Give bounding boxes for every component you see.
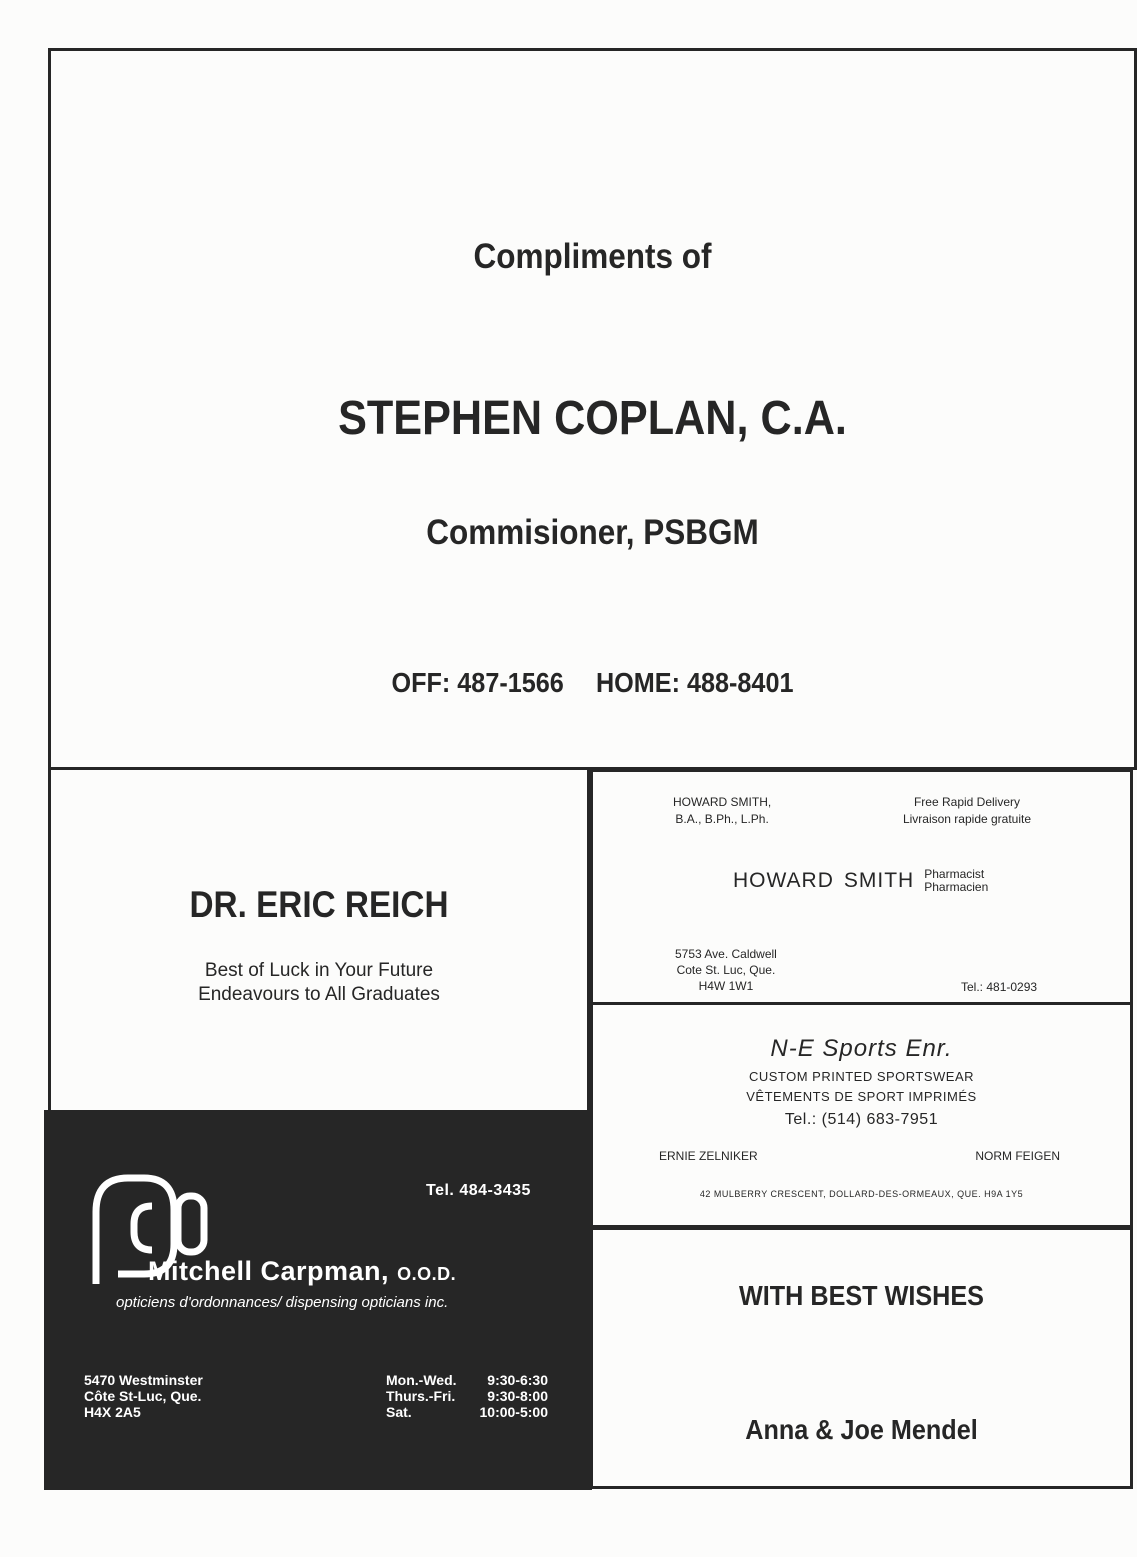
ad-mitchell-carpman	[44, 1110, 592, 1490]
address-block	[675, 946, 777, 994]
advertiser-name: STEPHEN COPLAN, C.A.	[338, 392, 847, 445]
business-name: N-E Sports Enr.	[770, 1035, 953, 1062]
header-right	[879, 794, 1055, 828]
header-left	[673, 794, 771, 828]
hours-time: 9:30-6:30	[487, 1372, 548, 1388]
delivery-fr: Livraison rapide gratuite	[902, 812, 1032, 826]
pharmacist-name	[733, 869, 914, 893]
address-block	[84, 1372, 203, 1420]
ad-ne-sports	[590, 1002, 1133, 1228]
message-line-1: Best of Luck in Your Future	[204, 960, 434, 981]
message-line-2: Endeavours to All Graduates	[198, 984, 440, 1005]
tagline: opticiens d'ordonnances/ dispensing opticians inc.	[116, 1294, 449, 1311]
phone: Tel.: (514) 683-7951	[784, 1111, 939, 1128]
hours-row	[386, 1404, 548, 1420]
compliments-heading: Compliments of	[473, 237, 712, 276]
address-line: H4X 2A5	[84, 1404, 141, 1420]
partner-1: ERNIE ZELNIKER	[659, 1149, 758, 1163]
hours-row	[386, 1372, 548, 1388]
phone: Tel.: 481-0293	[961, 980, 1038, 994]
name-text: Mitchell Carpman,	[148, 1256, 390, 1286]
address: 42 MULBERRY CRESCENT, DOLLARD-DES-ORMEAUX, QUE. H9A 1Y5	[699, 1189, 1024, 1199]
tagline-en: CUSTOM PRINTED SPORTSWEAR	[748, 1069, 975, 1084]
credential: O.O.D.	[397, 1264, 457, 1284]
last-name: SMITH	[843, 869, 915, 892]
role-en: Pharmacist	[924, 867, 985, 881]
donor-names: Anna & Joe Mendel	[745, 1414, 978, 1445]
home-phone: HOME: 488-8401	[595, 667, 794, 698]
office-phone: OFF: 487-1566	[391, 667, 564, 698]
advertiser-title: Commisioner, PSBGM	[426, 513, 759, 552]
advertiser-name: DR. ERIC REICH	[189, 884, 449, 925]
phone-numbers	[105, 667, 1080, 699]
tagline-fr: VÊTEMENTS DE SPORT IMPRIMÉS	[746, 1089, 977, 1104]
first-name: HOWARD	[733, 869, 834, 892]
hours-time: 9:30-8:00	[487, 1388, 548, 1404]
address-line: H4W 1W1	[698, 979, 754, 993]
header-name: HOWARD SMITH,	[673, 795, 772, 809]
advertiser-name	[148, 1256, 456, 1287]
wishes-heading: WITH BEST WISHES	[738, 1280, 984, 1311]
hours-block	[386, 1372, 548, 1420]
address-line: Cote St. Luc, Que.	[676, 963, 776, 977]
address-line: Côte St-Luc, Que.	[84, 1388, 202, 1404]
role-fr: Pharmacien	[924, 880, 989, 894]
hours-days: Mon.-Wed.	[386, 1372, 457, 1388]
credentials: B.A., B.Ph., L.Ph.	[675, 812, 769, 826]
phone: Tel. 484-3435	[426, 1182, 531, 1199]
hours-days: Thurs.-Fri.	[386, 1388, 456, 1404]
role	[924, 868, 988, 894]
ad-eric-reich	[48, 767, 590, 1113]
ad-stephen-coplan	[48, 48, 1137, 770]
address-line: 5470 Westminster	[84, 1372, 203, 1388]
ad-howard-smith	[590, 769, 1133, 1005]
delivery-en: Free Rapid Delivery	[913, 795, 1021, 809]
hours-row	[386, 1388, 548, 1404]
partner-2: NORM FEIGEN	[975, 1149, 1060, 1163]
address-line: 5753 Ave. Caldwell	[675, 947, 777, 961]
main-name	[733, 868, 988, 894]
hours-time: 10:00-5:00	[479, 1404, 548, 1420]
ad-mendel	[590, 1227, 1133, 1489]
hours-days: Sat.	[386, 1404, 412, 1420]
